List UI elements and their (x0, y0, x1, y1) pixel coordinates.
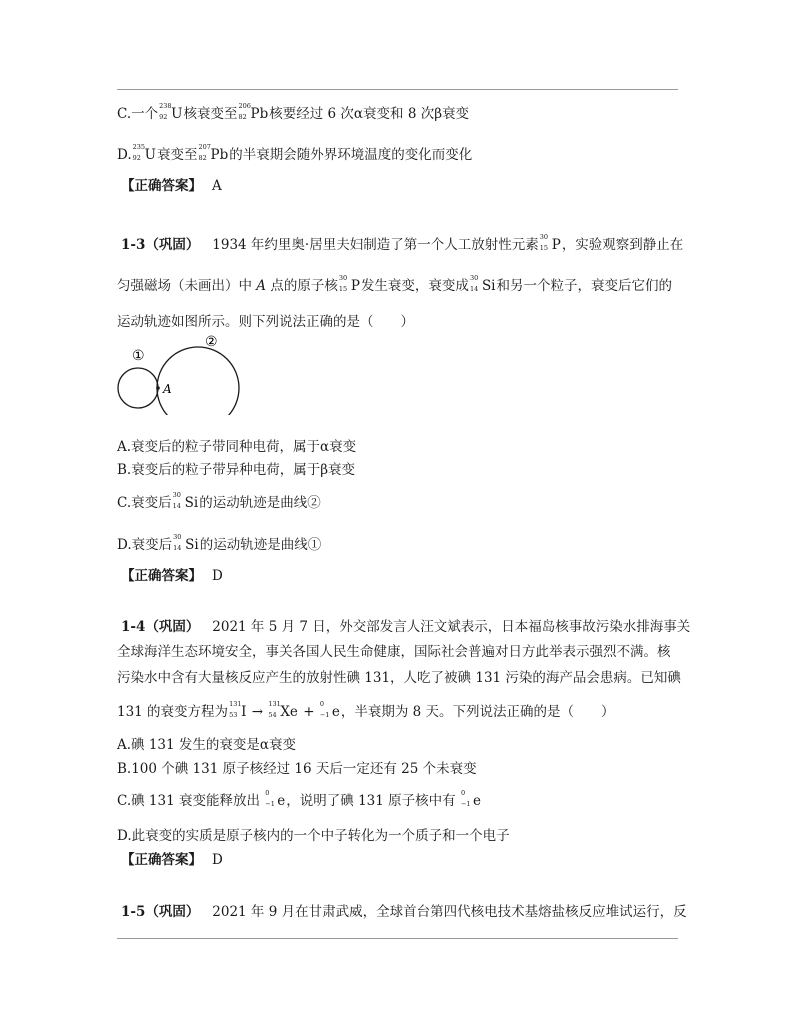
trajectory-circle-2 (157, 347, 239, 415)
label-point-a: A (163, 382, 172, 396)
bottom-rule (117, 938, 678, 939)
isotope-electron: 0 −1 e (319, 700, 340, 720)
isotope-si30-d: 30 14 Si (173, 533, 199, 553)
answer-prev: 【正确答案】 A (121, 178, 222, 194)
q14-line3: 污染水中含有大量核反应产生的放射性碘 131，人吃了被碘 131 污染的海产品会患病。已知碘 (117, 670, 681, 686)
q14-line2: 全球海洋生态环境安全，事关各国人民生命健康，国际社会普遍对日方此举表示强烈不满。核 (117, 644, 671, 660)
q14-line4: 131 的衰变方程为 131 53 I → 131 54 Xe + 0 −1 e，半衰期为 8 天。下列说法正确的是（ ） (117, 700, 615, 720)
q14-line1: 1-4（巩固） 2021 年 5 月 7 日，外交部发言人汪文斌表示，日本福岛核事故污染水排海事关 (121, 619, 691, 635)
q13-option-a: A.衰变后的粒子带同种电荷，属于α衰变 (117, 439, 357, 455)
isotope-u238: 238 92 U (159, 102, 183, 122)
isotope-si30-c: 30 14 Si (172, 491, 199, 511)
isotope-pb206: 206 82 Pb (238, 102, 269, 122)
q15-number: 1-5（巩固） (121, 904, 200, 920)
q13-answer: 【正确答案】 D (121, 568, 223, 584)
option-d-prev: D. 235 92 U衰变至 207 82 Pb的半衰期会随外界环境温度的变化而变化 (117, 143, 473, 163)
option-c-prev: C.一个 238 92 U核衰变至 206 82 Pb核要经过 6 次α衰变和 8 次β衰变 (117, 102, 470, 122)
q14-number: 1-4（巩固） (121, 619, 200, 635)
q14-option-a: A.碘 131 发生的衰变是α衰变 (117, 737, 297, 753)
isotope-xe131: 131 54 Xe (268, 700, 298, 720)
isotope-i131: 131 53 I (229, 700, 247, 720)
isotope-pb207: 207 82 Pb (198, 143, 229, 163)
isotope-electron-c1: 0 −1 e (265, 789, 286, 809)
q13-line1: 1-3（巩固） 1934 年约里奥·居里夫妇制造了第一个人工放射性元素 30 15 P，实验观察到静止在 (121, 233, 684, 253)
q14-option-c: C.碘 131 衰变能释放出 0 −1 e，说明了碘 131 原子核中有 0 −1 e (117, 789, 481, 809)
q14-option-d: D.此衰变的实质是原子核内的一个中子转化为一个质子和一个电子 (117, 828, 510, 844)
q15-line1: 1-5（巩固） 2021 年 9 月在甘肃武威，全球首台第四代核电技术基熔盐核反应堆试运行，反 (121, 904, 687, 920)
isotope-p30: 30 15 P (539, 233, 561, 253)
isotope-si30: 30 14 Si (469, 274, 496, 294)
point-a-dot (156, 386, 160, 390)
q14-answer: 【正确答案】 D (121, 852, 223, 868)
label-curve-1: ① (132, 348, 145, 364)
q14-option-b: B.100 个碘 131 原子核经过 16 天后一定还有 25 个未衰变 (117, 761, 477, 777)
q13-option-c: C.衰变后 30 14 Si的运动轨迹是曲线② (117, 491, 321, 511)
q13-line2: 匀强磁场（未画出）中 A 点的原子核 30 15 P发生衰变，衰变成 30 14 Si和另一个粒子，衰变后它们的 (117, 274, 673, 294)
label-curve-2: ② (205, 334, 218, 350)
top-rule (117, 89, 678, 90)
isotope-u235: 235 92 U (132, 143, 157, 163)
q13-option-d: D.衰变后 30 14 Si的运动轨迹是曲线① (117, 533, 322, 553)
isotope-electron-c2: 0 −1 e (460, 789, 481, 809)
trajectory-figure (115, 330, 245, 415)
isotope-p30-b: 30 15 P (338, 274, 360, 294)
q13-option-b: B.衰变后的粒子带异种电荷，属于β衰变 (117, 462, 356, 478)
q13-number: 1-3（巩固） (121, 237, 200, 253)
q13-line3: 运动轨迹如图所示。则下列说法正确的是（ ） (117, 314, 414, 330)
trajectory-circle-1 (118, 368, 158, 408)
